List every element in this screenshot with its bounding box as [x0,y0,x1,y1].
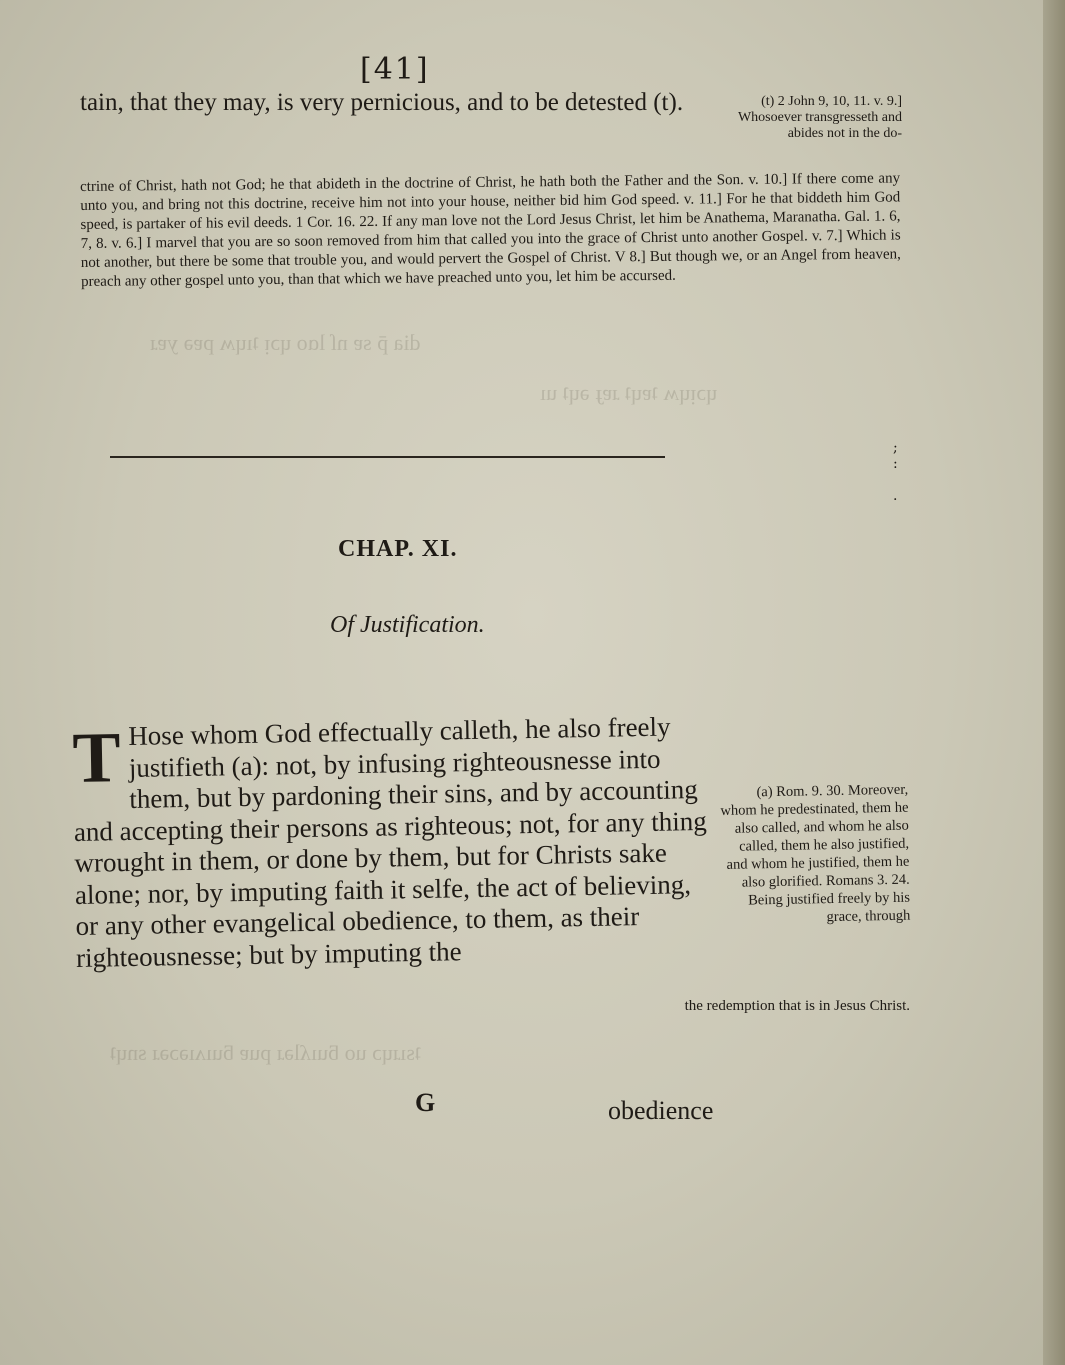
marginal-note-t: (t) 2 John 9, 10, 11. v. 9.] Whosoever transgresseth and abides not in the do- [737,94,902,141]
marginal-note-a: (a) Rom. 9. 30. Moreover, whom he predestinated, them he also called, and whom he also called, them he also justified, and whom he justified, them he also glorified. Romans 3. 24. Being justified freely by his grace, through [720,781,911,926]
marginal-note-continuation: the redemption that is in Jesus Christ. [684,998,910,1014]
signature-mark: G [415,1088,436,1117]
bleed-through-text: ɥɔᴉɥʍ ʇɐɥʇ ɹɐɟ ǝɥʇ uı [540,380,718,405]
chapter-body-paragraph [72,711,716,974]
drop-capital: T [71,717,122,798]
chapter-subtitle: Of Justification. [330,612,485,638]
continued-paragraph: tain, that they may, is very pernicious, and to be detested (t). [80,89,684,116]
catchword: obedience [608,1096,714,1125]
section-divider [110,456,665,458]
bleed-through-text: dia p̄ sɐ nſ lɑo ɥɔᴉ ʇıɥʍ pɐə yɐɹ [150,330,421,355]
body-text: Hose whom God effectually calleth, he also freely justifieth (a): not, by infusing righteousnesse into them, but by pardoning their sins, and by accounting and accepting their persons as righteous; not, for any thing wrought in them, or done by them, but for Christs sake alone; nor, by imputing faith it selfe, the act of believing, or any other evangelical obedience, to them, as their righteousnesse; but by imputing the [73,711,707,973]
chapter-heading: CHAP. XI. [338,536,458,562]
footnote-scripture-proofs: ctrine of Christ, hath not God; he that abideth in the doctrine of Christ, he hath both the Father and the Son. v. 10.] If there come any unto you, and bring not this doctrine, receive him not into your house, neither bid him God speed. v. 11.] For he that biddeth him God speed, is partaker of his evil deeds. 1 Cor. 16. 22. If any man love not the Lord Jesus Christ, let him be Anathema, Maranatha. Gal. 1. 6, 7, 8. v. 6.] I marvel that you are so soon removed from him that called you into the grace of Christ unto another Gospel. v. 7.] Which is not another, but there be some that trouble you, and would pervert the Gospel of Christ. V 8.] But though we, or an Angel from heaven, preach any other gospel unto you, than that which we have preached unto you, let him be accursed. [80,170,901,290]
margin-marks: ; : . [893,440,898,504]
page-number: [41] [360,52,430,87]
page-edge-shadow [1043,0,1065,1365]
bleed-through-text: ʇsıɹɥɔ uo ƃuıʎlǝɹ puɐ ƃuıʌıǝɔǝɹ snɥʇ [110,1040,421,1065]
